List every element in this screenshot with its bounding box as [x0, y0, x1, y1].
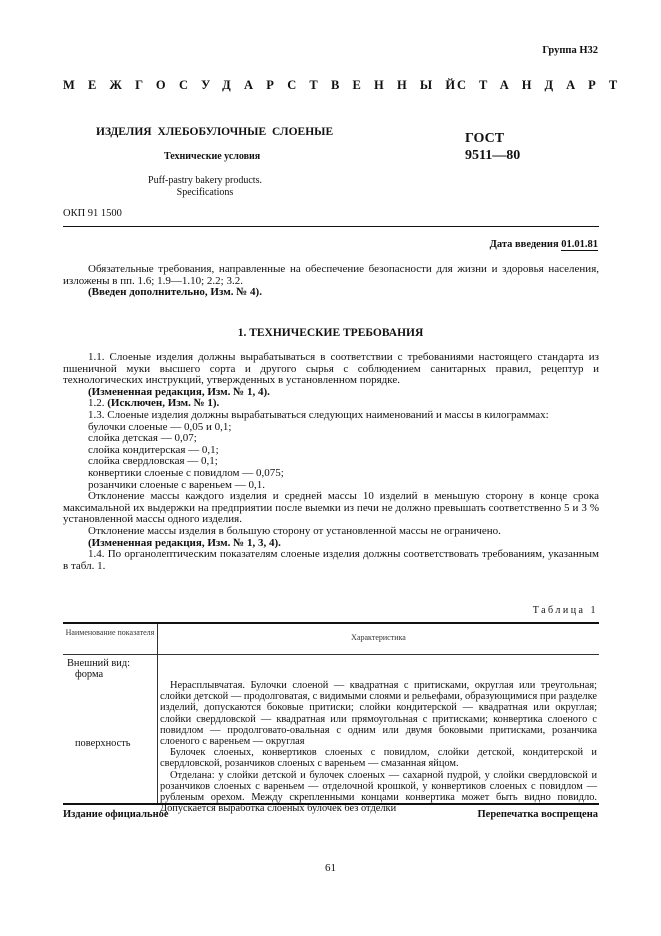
gost-designation [465, 130, 520, 164]
row-text: Булочек слоеных, конвертиков слоеных с повидлом, слойки детской, кондитерской и свердловской, розанчиков слоеных с вареньем — смазанная яйцом. [160, 747, 597, 770]
intro-text: Обязательные требования, направленные на обеспечение безопасности для жизни и здоровья населения, изложены в пп. 1.6; 1.9—1.10; 2.2; 3.2. [63, 263, 599, 287]
paragraph: 1.4. По органолептическим показателям слоеные изделия должны соответствовать требованиям, указанным в табл. 1. [63, 548, 599, 572]
footer-official: Издание официальное [63, 809, 169, 820]
gost-label: ГОСТ [465, 131, 505, 146]
english-title-line: Puff-pastry bakery products. [148, 175, 262, 186]
table-top-rule [63, 622, 599, 624]
column-header-characteristic: Характеристика [351, 633, 406, 642]
table-column-divider [157, 624, 158, 804]
footer-reprint: Перепечатка воспрещена [477, 809, 598, 820]
paragraph: 1.3. Слоеные изделия должны вырабатываться следующих наименований и массы в килограммах: [88, 408, 549, 421]
row-label: форма [75, 669, 104, 680]
amendment-note: (Измененная редакция, Изм. № 1, 3, 4). [88, 536, 281, 549]
table-header-rule [63, 654, 599, 655]
group-label: Внешний вид: [67, 658, 131, 669]
section-heading: 1. ТЕХНИЧЕСКИЕ ТРЕБОВАНИЯ [237, 327, 424, 339]
row-text: Отделана: у слойки детской и булочек слоеных — сахарной пудрой, у слойки свердловской и розанчиков слоеных с вареньем — отделочной крошкой, у конвертиков слоеных с повидлом — рубленым орехом. Между скрепленными концами конвертика может быть видно повидло. Допускается выработка слоеных булочек без отделки [160, 769, 597, 815]
table-row [160, 680, 597, 814]
section-1-body [63, 352, 599, 572]
row-text: Нерасплывчатая. Булочки слоеной — квадратная с притисками, округлая или треугольная; слойки детской — продолговатая, с видимыми слоями и рельефами, образующимися при разделке изделий, допускаются боковые притиски; слойки кондитерской — квадратная или округлая; слойки свердловской — квадратная или прямоугольная с притисками; конвертика слоеного с повидлом — продолговато-овальная с одним или двумя боковыми притисками, розанчика слоеного с вареньем — округлая [160, 680, 597, 748]
amendment-note: (Измененная редакция, Изм. № 1, 4). [88, 385, 270, 398]
intro-block [63, 264, 599, 299]
intro-date-label: Дата введения [489, 239, 559, 250]
banner-left: МЕЖГОСУДАРСТВЕННЫЙ [63, 78, 469, 92]
clause-number: 1.2. [88, 397, 105, 410]
group-label: Группа Н32 [542, 45, 598, 56]
paragraph: Отклонение массы изделия в большую сторону от установленной массы не ограничено. [88, 524, 501, 537]
list-item: слойка детская — 0,07; [88, 432, 197, 445]
row-label: поверхность [75, 738, 131, 749]
paragraph: Отклонение массы каждого изделия и средней массы 10 изделий в меньшую сторону в конце срока максимальной их выдержки на предприятии после выемки из печи не должно превышать соответственно 5 и 3 % установленной массы одного изделия. [63, 490, 599, 526]
document-title: ИЗДЕЛИЯ ХЛЕБОБУЛОЧНЫЕ СЛОЕНЫЕ [96, 126, 334, 138]
list-item: конвертики слоеные с повидлом — 0,075; [88, 466, 284, 479]
english-title [130, 175, 280, 199]
table-caption: Таблица 1 [532, 605, 598, 616]
list-item: слойка свердловская — 0,1; [88, 455, 218, 468]
english-title-line: Specifications [176, 187, 234, 198]
intro-date-value: 01.01.81 [561, 239, 598, 250]
amendment-note: (Исключен, Изм. № 1). [107, 397, 220, 410]
paragraph: 1.1. Слоеные изделия должны вырабатываться в соответствии с требованиями настоящего стандарта из пшеничной муки высшего сорта и другого сырья с соблюдением санитарных правил, рецептур и технологических инструкций, утвержденных в установленном порядке. [63, 351, 599, 387]
list-item: слойка кондитерская — 0,1; [88, 443, 219, 456]
page-number: 61 [325, 862, 336, 874]
column-header-indicator: Наименование показателя [65, 628, 155, 637]
okp-code: ОКП 91 1500 [63, 208, 122, 219]
document-subtitle: Технические условия [164, 151, 261, 162]
intro-note: (Введен дополнительно, Изм. № 4). [88, 286, 262, 299]
list-item: булочки слоеные — 0,05 и 0,1; [88, 420, 232, 433]
intro-date [490, 239, 598, 250]
banner-right: СТАНДАРТ [457, 78, 631, 92]
divider [63, 226, 599, 227]
list-item: розанчики слоеные с вареньем — 0,1. [88, 478, 266, 491]
gost-number: 9511—80 [465, 148, 521, 163]
